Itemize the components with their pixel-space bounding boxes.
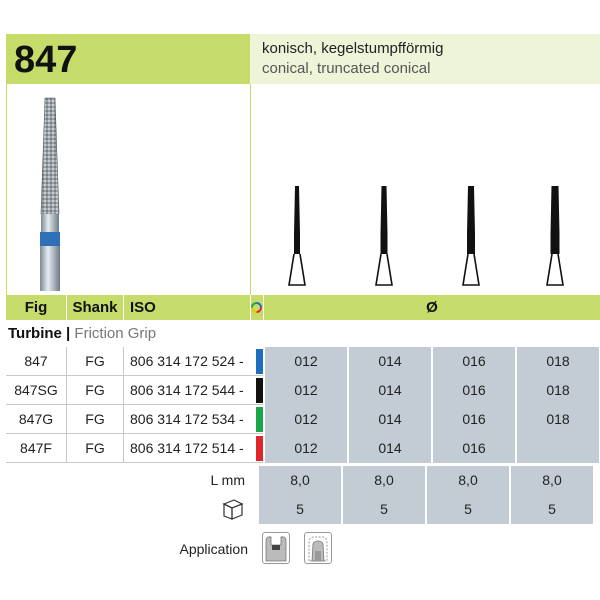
package-quantity: 5 [259, 495, 341, 524]
table-row [6, 347, 600, 376]
row-fig: 847G [18, 411, 54, 427]
title-german: konisch, kegelstumpfförmig [262, 40, 444, 57]
package-quantity: 5 [343, 495, 425, 524]
row-shank: FG [85, 382, 105, 398]
color-band-swatch [256, 349, 263, 374]
package-quantity: 5 [511, 495, 593, 524]
package-quantity: 5 [427, 495, 509, 524]
size-cell: 016 [433, 405, 515, 434]
bur-silhouette-016 [462, 186, 480, 286]
color-band-swatch [256, 407, 263, 432]
cavity-preparation-icon [262, 532, 290, 564]
size-cell [517, 434, 599, 463]
row-fig: 847 [24, 353, 48, 369]
color-band-swatch [256, 436, 263, 461]
column-header-shank: Shank [72, 299, 118, 316]
size-cell: 016 [433, 376, 515, 405]
size-cell: 014 [349, 376, 431, 405]
bur-silhouette-018 [546, 186, 564, 286]
row-iso: 806 314 172 524 - [130, 353, 244, 369]
column-header-fig: Fig [24, 299, 48, 316]
size-cell: 014 [349, 347, 431, 376]
column-header-diameter: Ø [426, 299, 438, 316]
color-ring-icon [251, 302, 262, 313]
application-label: Application [179, 541, 248, 557]
row-shank: FG [85, 353, 105, 369]
row-shank: FG [85, 411, 105, 427]
size-cell: 018 [517, 347, 599, 376]
size-cell: 014 [349, 434, 431, 463]
size-cell: 016 [433, 434, 515, 463]
size-cell: 012 [265, 347, 347, 376]
length-value: 8,0 [511, 466, 593, 495]
bur-silhouette-012 [288, 186, 306, 286]
table-header [6, 295, 600, 320]
image-divider [250, 84, 251, 295]
size-cell: 012 [265, 376, 347, 405]
row-fig: 847F [20, 440, 52, 456]
category-row [6, 320, 600, 347]
package-box-icon [222, 496, 244, 520]
category-friction-grip: Friction Grip [74, 325, 157, 342]
column-header-iso: ISO [130, 299, 156, 316]
table-row [6, 376, 600, 405]
length-value: 8,0 [259, 466, 341, 495]
table-row [6, 405, 600, 434]
row-iso: 806 314 172 514 - [130, 440, 244, 456]
model-description [250, 34, 600, 84]
row-iso: 806 314 172 544 - [130, 382, 244, 398]
model-number: 847 [14, 39, 78, 81]
length-label: L mm [210, 472, 245, 488]
row-fig: 847SG [14, 382, 58, 398]
row-iso: 806 314 172 534 - [130, 411, 244, 427]
size-cell: 018 [517, 376, 599, 405]
model-header [6, 34, 250, 84]
row-shank: FG [85, 440, 105, 456]
title-english: conical, truncated conical [262, 60, 431, 77]
length-value: 8,0 [343, 466, 425, 495]
diamond-bur-photo [28, 96, 78, 291]
size-cell: 012 [265, 434, 347, 463]
crown-preparation-icon [304, 532, 332, 564]
bur-silhouette-014 [375, 186, 393, 286]
size-cell: 014 [349, 405, 431, 434]
size-cell: 016 [433, 347, 515, 376]
size-cell: 018 [517, 405, 599, 434]
length-value: 8,0 [427, 466, 509, 495]
table-row [6, 434, 600, 463]
size-cell: 012 [265, 405, 347, 434]
category-turbine: Turbine | [8, 325, 71, 342]
color-band-swatch [256, 378, 263, 403]
